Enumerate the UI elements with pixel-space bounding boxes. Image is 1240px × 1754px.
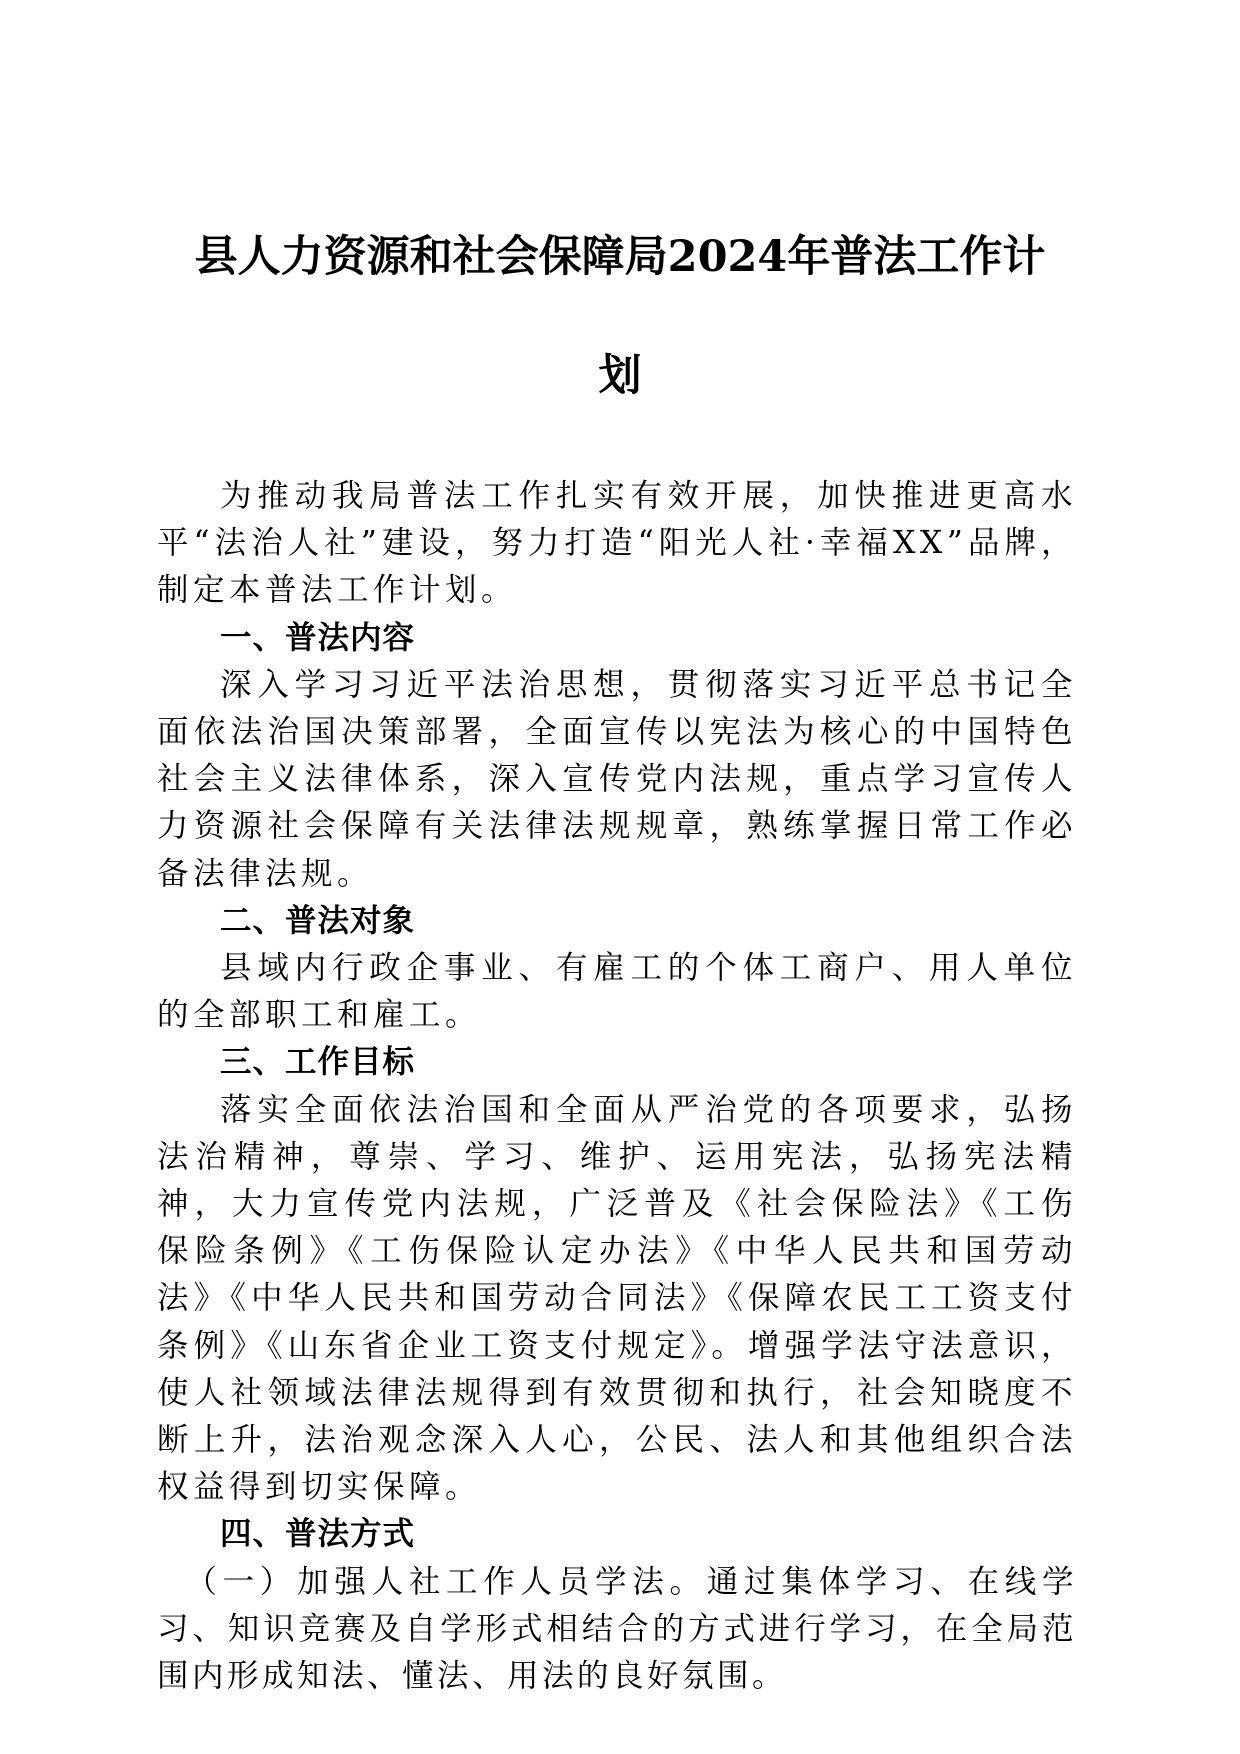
section-heading-methods: 四、普法方式 <box>220 1516 416 1553</box>
section-heading-goals: 三、工作目标 <box>220 1044 416 1081</box>
intro-paragraph: 为推动我局普法工作扎实有效开展，加快推进更高水平“法治人社”建设，努力打造“阳光人社·幸福XX”品牌，制定本普法工作计划。 <box>157 478 1077 609</box>
document-title-line-2: 划 <box>598 351 642 401</box>
document-title-line-1: 县人力资源和社会保障局2024年普法工作计 <box>194 232 1046 282</box>
section-paragraph-audience: 县域内行政企事业、有雇工的个体工商户、用人单位的全部职工和雇工。 <box>157 950 1077 1034</box>
section-paragraph-goals: 落实全面依法治国和全面从严治党的各项要求，弘扬法治精神，尊崇、学习、维护、运用宪法，弘扬宪法精神，大力宣传党内法规，广泛普及《社会保险法》《工伤保险条例》《工伤保险认定办法》《中华人民共和国劳动法》《中华人民共和国劳动合同法》《保障农民工工资支付条例》《山东省企业工资支付规定》。增强学法守法意识，使人社领域法律法规得到有效贯彻和执行，社会知晓度不断上升，法治观念深入人心，公民、法人和其他组织合法权益得到切实保障。 <box>157 1091 1077 1506</box>
section-heading-audience: 二、普法对象 <box>220 902 416 939</box>
document-body <box>157 473 1077 1700</box>
section-paragraph-methods: （一）加强人社工作人员学法。通过集体学习、在线学习、知识竞赛及自学形式相结合的方式进行学习，在全局范围内形成知法、懂法、用法的良好氛围。 <box>157 1563 1077 1695</box>
section-heading-content: 一、普法内容 <box>220 619 416 656</box>
section-paragraph-content: 深入学习习近平法治思想，贯彻落实习近平总书记全面依法治国决策部署，全面宣传以宪法为核心的中国特色社会主义法律体系，深入宣传党内法规，重点学习宣传人力资源社会保障有关法律法规规章，熟练掌握日常工作必备法律法规。 <box>157 666 1077 892</box>
